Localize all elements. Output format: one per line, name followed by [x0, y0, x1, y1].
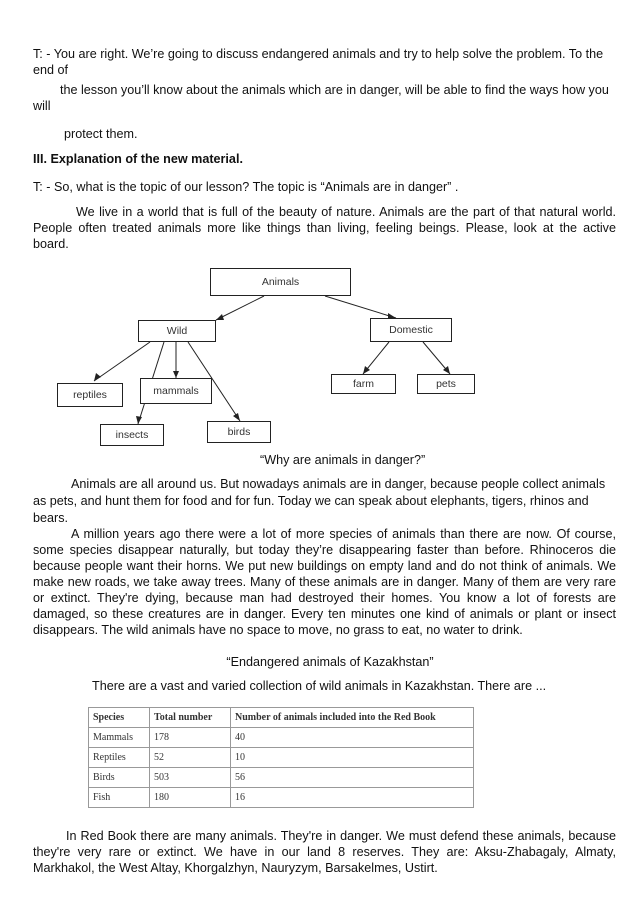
- table-cell: Fish: [89, 788, 150, 808]
- diagram-node-wild: Wild: [138, 320, 216, 342]
- table-cell: 10: [231, 748, 474, 768]
- topic-line: T: - So, what is the topic of our lesson? The topic is “Animals are in danger” .: [33, 180, 459, 194]
- diagram-node-animals: Animals: [210, 268, 351, 296]
- kazakhstan-heading: “Endangered animals of Kazakhstan”: [226, 655, 434, 669]
- table-row: [89, 728, 474, 748]
- table-row: [89, 768, 474, 788]
- intro-line-3: protect them.: [64, 127, 138, 141]
- paragraph-world: We live in a world that is full of the beauty of nature. Animals are the part of that natural world. People often treated animals more like things than living, feeling beings. Please, look at the active board.: [33, 205, 616, 251]
- paragraph-red-book: In Red Book there are many animals. They're in danger. We must defend these animals, because they're very rare or extinct. We have in our land 8 reserves. They are: Aksu-Zhabagaly, Almaty, Markhakol, the West Altay, Khorgalzhyn, Nauryzym, Barsakelmes, Ustirt.: [33, 829, 616, 875]
- table-cell: 178: [150, 728, 231, 748]
- kazakhstan-intro: There are a vast and varied collection of wild animals in Kazakhstan. There are ...: [92, 679, 547, 693]
- table-cell: 56: [231, 768, 474, 788]
- paragraph-million: A million years ago there were a lot of more species of animals than there are now. Of course, some species disappear naturally, but today they’re disappearing faster than before. Rhinoceros die because people want their horns. We put new buildings on empty land and do not think of animals. We make new roads, we take away trees. Many of these animals are in danger. Many of them are very rare or extinct. They're dying, because man had destroyed their homes. You know a lot of forests are damaged, so these creatures are in danger. Every ten minutes one kind of animals or plant or insect disappears. The wild animals have no space to move, no grass to eat, no water to drink.: [33, 527, 616, 637]
- diagram-node-reptiles: reptiles: [57, 383, 123, 407]
- paragraph-around: Animals are all around us. But nowadays animals are in danger, because people collect animals as pets, and hunt them for food and for fun. Today we can speak about elephants, tigers, rhinos and bears.: [33, 477, 606, 525]
- column-header-red-book: Number of animals included into the Red Book: [231, 708, 474, 728]
- intro-line-1: T: - You are right. We’re going to discuss endangered animals and try to help solve the problem. To the end of: [33, 47, 604, 77]
- diagram-node-mammals: mammals: [140, 378, 212, 404]
- table-cell: Mammals: [89, 728, 150, 748]
- table-row: [89, 788, 474, 808]
- diagram-node-birds: birds: [207, 421, 271, 443]
- column-header-species: Species: [89, 708, 150, 728]
- intro-line-2: the lesson you’ll know about the animals which are in danger, will be able to find the ways how you will: [33, 83, 609, 113]
- table-cell: Reptiles: [89, 748, 150, 768]
- table-cell: 16: [231, 788, 474, 808]
- section-heading: III. Explanation of the new material.: [33, 152, 243, 166]
- table-cell: 40: [231, 728, 474, 748]
- red-book-table: [88, 707, 474, 808]
- table-row: [89, 748, 474, 768]
- table-cell: Birds: [89, 768, 150, 788]
- table-header-row: [89, 708, 474, 728]
- table-cell: 52: [150, 748, 231, 768]
- diagram-node-farm: farm: [331, 374, 396, 394]
- why-heading: “Why are animals in danger?”: [260, 453, 426, 467]
- diagram-node-insects: insects: [100, 424, 164, 446]
- column-header-total: Total number: [150, 708, 231, 728]
- table-cell: 503: [150, 768, 231, 788]
- diagram-node-domestic: Domestic: [370, 318, 452, 342]
- table-cell: 180: [150, 788, 231, 808]
- diagram-node-pets: pets: [417, 374, 475, 394]
